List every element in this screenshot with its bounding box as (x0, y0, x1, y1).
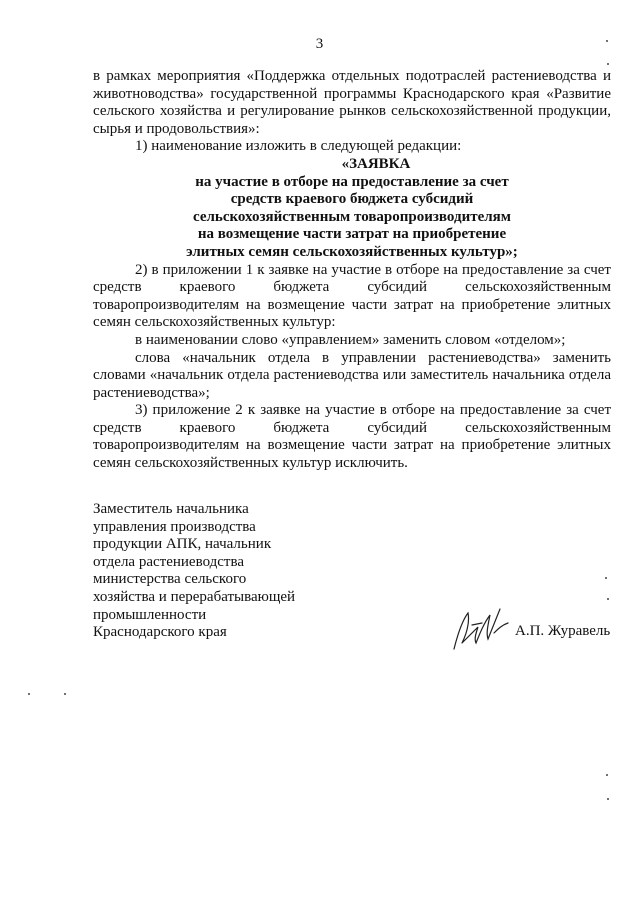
item-3-paragraph: 3) приложение 2 к заявке на участие в отборе на предоставление за счет средств краевого бюджета субсидий сельскохозяйственным товаропроизводителям на возмещение части затрат на приобретение элитных семян сельскохозяйственных культур исключить. (93, 402, 611, 472)
title-line: сельскохозяйственным товаропроизводителям (192, 208, 511, 225)
title-line: на возмещение части затрат на приобретение (197, 226, 507, 243)
handwritten-signature (448, 603, 514, 653)
item-2-sub-2: слова «начальник отдела в управлении растениеводства» заменить словами «начальник отдела растениеводства или заместитель начальника отдела растениеводства»; (93, 349, 611, 401)
document-body (93, 68, 611, 473)
position-line: промышленности (93, 606, 207, 623)
title-line: элитных семян сельскохозяйственных культур»; (186, 243, 518, 260)
scan-speck (607, 63, 609, 65)
scan-speck (28, 693, 30, 695)
position-line: отдела растениеводства (93, 553, 245, 570)
position-line: хозяйства и перерабатывающей (93, 588, 296, 605)
scan-speck (607, 798, 609, 800)
position-line: управления производства (93, 518, 256, 535)
scan-speck (606, 40, 608, 42)
item-1-paragraph: 1) наименование изложить в следующей редакции: (135, 138, 462, 155)
position-line: Краснодарского края (93, 624, 227, 641)
signer-position (93, 501, 295, 642)
position-line: Заместитель начальника (93, 501, 249, 517)
title-line: на участие в отборе на предоставление за счет (195, 173, 509, 190)
position-line: министерства сельского (93, 571, 247, 588)
scan-speck (607, 598, 609, 600)
scan-speck (64, 693, 66, 695)
item-2-paragraph: 2) в приложении 1 к заявке на участие в отборе на предоставление за счет средств краевого бюджета субсидий сельскохозяйственным товаропроизводителям на возмещение части затрат на приобретение элитных семян сельскохозяйственных культур: (93, 261, 611, 331)
scan-speck (606, 774, 608, 776)
title-line: «ЗАЯВКА (341, 155, 411, 172)
title-line: средств краевого бюджета субсидий (230, 191, 474, 208)
scan-speck (605, 577, 607, 579)
position-line: продукции АПК, начальник (93, 536, 272, 553)
item-2-sub-1: в наименовании слово «управлением» заменить словом «отделом»; (135, 331, 566, 348)
application-title (93, 156, 611, 262)
signer-name: А.П. Журавель (515, 623, 611, 639)
page-number: 3 (315, 36, 324, 52)
intro-paragraph: в рамках мероприятия «Поддержка отдельных подотраслей растениеводства и животноводства» государственной программы Краснодарского края «Развитие сельского хозяйства и регулирование рынков сельскохозяйственной продукции, сырья и продовольствия»: (93, 68, 611, 137)
